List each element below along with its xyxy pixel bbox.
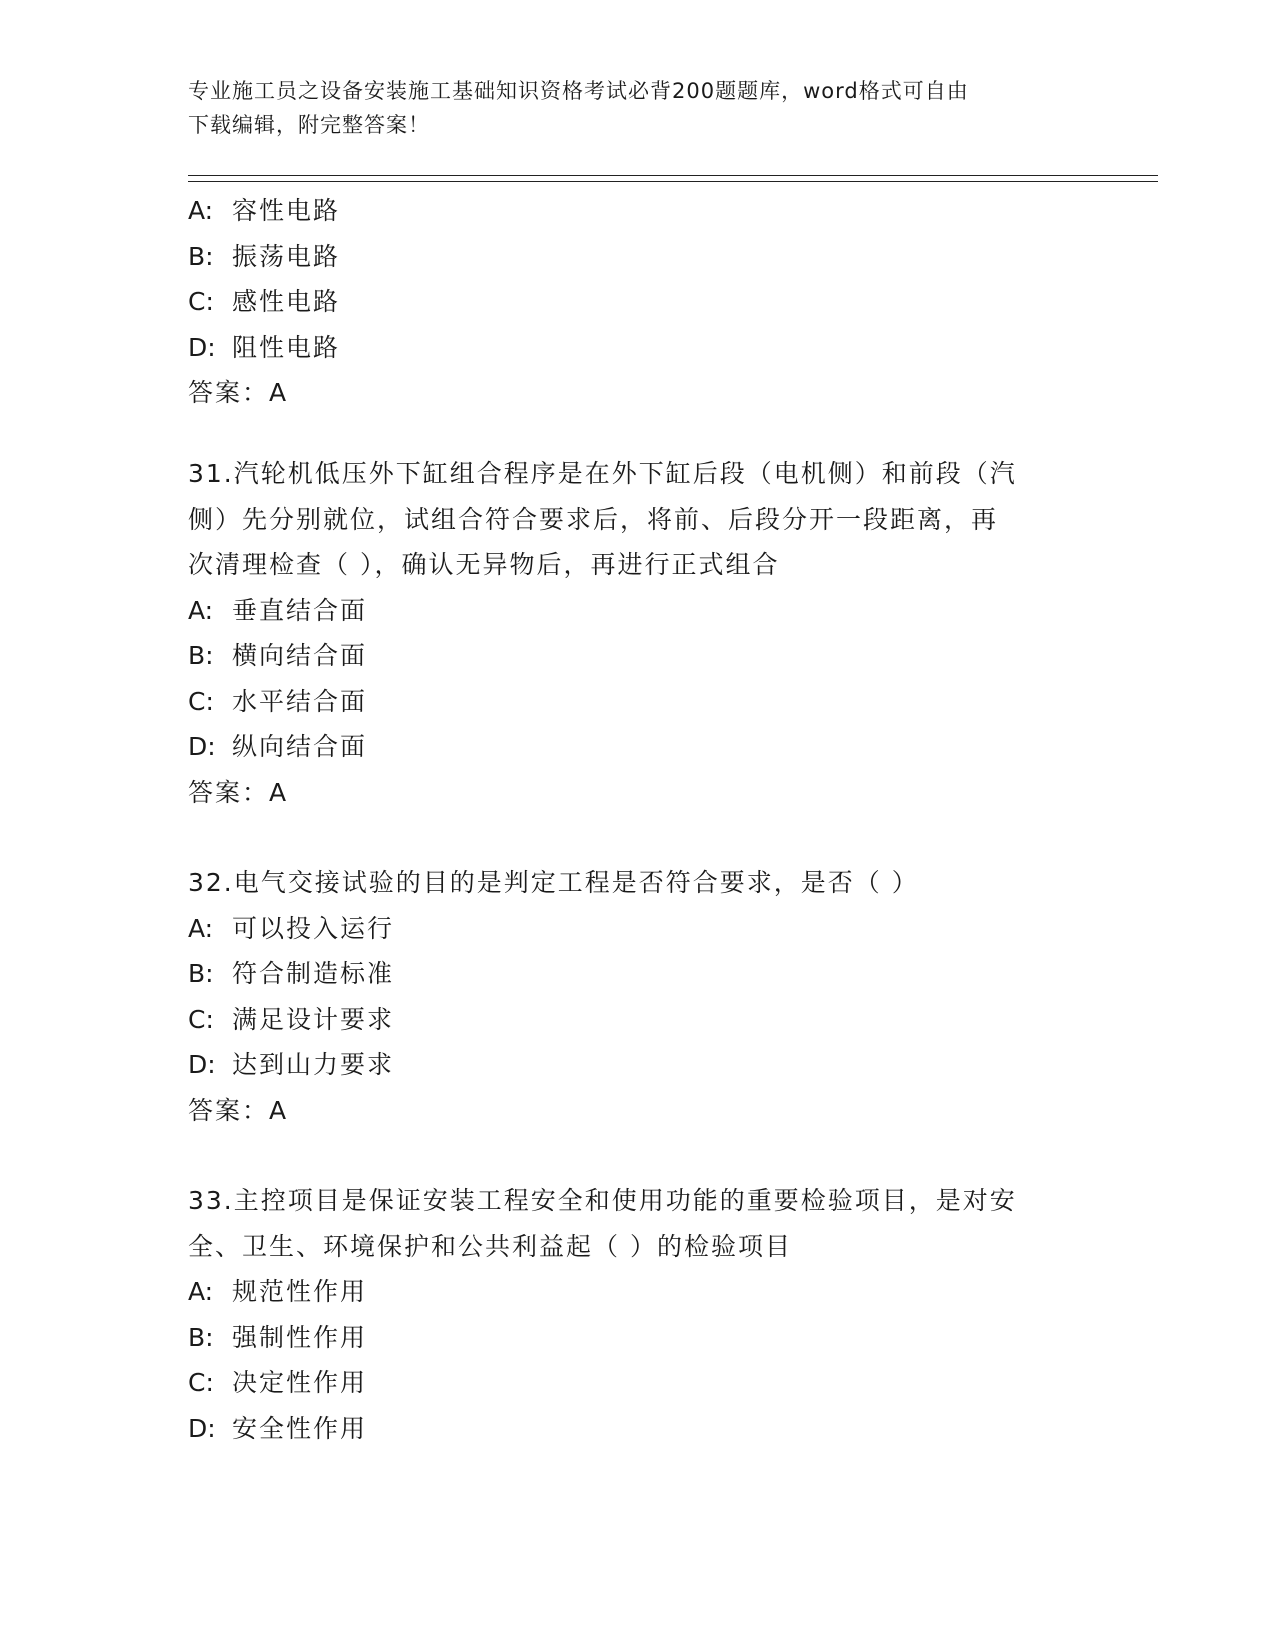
question-33 bbox=[188, 1178, 1088, 1451]
document-header bbox=[188, 74, 1088, 142]
option-a bbox=[188, 906, 1088, 952]
option-letter: A: bbox=[188, 595, 214, 625]
answer-label: 答案： bbox=[188, 1095, 270, 1125]
option-d bbox=[188, 724, 1088, 770]
option-text: 可以投入运行 bbox=[232, 913, 395, 943]
option-letter: C: bbox=[188, 686, 214, 716]
option-letter: C: bbox=[188, 1368, 214, 1397]
option-letter: A: bbox=[188, 196, 214, 225]
option-letter: A: bbox=[188, 1277, 214, 1306]
answer-value: A bbox=[269, 378, 287, 407]
option-letter: B: bbox=[188, 959, 214, 988]
option-text: 水平结合面 bbox=[232, 686, 368, 716]
answer-line bbox=[188, 770, 1088, 816]
option-b bbox=[188, 234, 1088, 280]
question-32 bbox=[188, 860, 1088, 1133]
header-divider-top bbox=[188, 175, 1158, 176]
answer-label: 答案： bbox=[188, 777, 270, 807]
option-letter: B: bbox=[188, 641, 214, 670]
option-letter: D: bbox=[188, 732, 216, 761]
option-letter: B: bbox=[188, 241, 214, 271]
option-text: 振荡电路 bbox=[232, 241, 341, 271]
option-b bbox=[188, 951, 1088, 997]
option-text: 决定性作用 bbox=[232, 1368, 368, 1397]
answer-line bbox=[188, 1088, 1088, 1134]
answer-value: A bbox=[269, 1095, 287, 1125]
option-text: 安全性作用 bbox=[232, 1413, 368, 1443]
option-c bbox=[188, 997, 1088, 1043]
option-d bbox=[188, 325, 1088, 371]
option-text: 横向结合面 bbox=[232, 641, 368, 670]
option-text: 符合制造标准 bbox=[232, 959, 395, 988]
option-c bbox=[188, 1360, 1088, 1406]
option-letter: C: bbox=[188, 1004, 214, 1034]
option-letter: D: bbox=[188, 332, 216, 362]
option-a bbox=[188, 1269, 1088, 1315]
option-text: 容性电路 bbox=[232, 196, 341, 225]
option-text: 纵向结合面 bbox=[232, 732, 368, 761]
answer-value: A bbox=[269, 777, 287, 807]
option-letter: B: bbox=[188, 1322, 214, 1352]
option-d bbox=[188, 1406, 1088, 1452]
header-line-2: 下载编辑，附完整答案！ bbox=[188, 113, 430, 137]
option-text: 达到山力要求 bbox=[232, 1050, 395, 1079]
option-text: 强制性作用 bbox=[232, 1322, 368, 1352]
answer-label: 答案： bbox=[188, 378, 270, 407]
question-stem-line: 33.主控项目是保证安装工程安全和使用功能的重要检验项目，是对安 bbox=[188, 1186, 1017, 1215]
answer-line bbox=[188, 370, 1088, 416]
option-a bbox=[188, 588, 1088, 634]
option-letter: C: bbox=[188, 287, 214, 316]
option-b bbox=[188, 1315, 1088, 1361]
question-30 bbox=[188, 188, 1088, 416]
option-d bbox=[188, 1042, 1088, 1088]
header-divider-bottom bbox=[188, 181, 1158, 182]
question-stem-line: 32.电气交接试验的目的是判定工程是否符合要求，是否（ ） bbox=[188, 868, 919, 897]
option-c bbox=[188, 279, 1088, 325]
option-letter: A: bbox=[188, 913, 214, 943]
question-stem-line: 31.汽轮机低压外下缸组合程序是在外下缸后段（电机侧）和前段（汽 bbox=[188, 459, 1017, 488]
option-text: 垂直结合面 bbox=[232, 595, 368, 625]
question-stem-line: 次清理检查（ ），确认无异物后，再进行正式组合 bbox=[188, 550, 780, 579]
option-text: 感性电路 bbox=[232, 287, 341, 316]
option-letter: D: bbox=[188, 1413, 216, 1443]
header-line-1: 专业施工员之设备安装施工基础知识资格考试必背200题题库，word格式可自由 bbox=[188, 79, 969, 103]
option-b bbox=[188, 633, 1088, 679]
question-31 bbox=[188, 451, 1088, 815]
option-c bbox=[188, 679, 1088, 725]
option-a bbox=[188, 188, 1088, 234]
question-stem-line: 全、卫生、环境保护和公共利益起（ ）的检验项目 bbox=[188, 1231, 792, 1261]
option-text: 满足设计要求 bbox=[232, 1004, 395, 1034]
option-letter: D: bbox=[188, 1050, 216, 1079]
option-text: 阻性电路 bbox=[232, 332, 341, 362]
question-stem-line: 侧）先分别就位，试组合符合要求后，将前、后段分开一段距离，再 bbox=[188, 504, 999, 534]
option-text: 规范性作用 bbox=[232, 1277, 368, 1306]
